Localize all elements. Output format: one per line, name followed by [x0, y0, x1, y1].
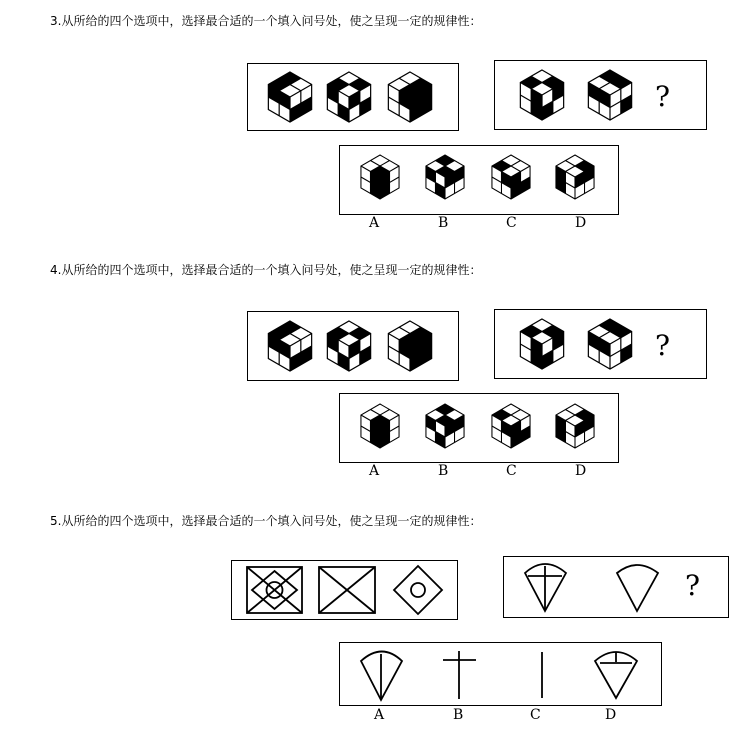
question-4-title: 4.从所给的四个选项中，选择最合适的一个填入问号处，使之呈现一定的规律性： [50, 263, 482, 277]
q4-option-d-label[interactable]: D [575, 463, 587, 479]
q5-question-mark: ? [685, 569, 701, 602]
q5-figure-5 [617, 565, 658, 611]
q5-option-b-label[interactable]: B [453, 707, 464, 723]
q5-figure-2 [319, 567, 375, 613]
q5-option-d-label[interactable]: D [605, 707, 617, 723]
q5-figure-3 [394, 566, 442, 614]
q3-question-mark: ? [655, 80, 671, 113]
question-5-title: 5.从所给的四个选项中，选择最合适的一个填入问号处，使之呈现一定的规律性： [50, 514, 482, 528]
q3-option-d-label[interactable]: D [575, 215, 587, 231]
q5-option-b-figure [443, 651, 476, 699]
q3-option-c-label[interactable]: C [506, 215, 517, 231]
q5-option-a-figure [361, 652, 402, 701]
q5-figure-1 [247, 567, 302, 613]
q4-option-c-label[interactable]: C [506, 463, 517, 479]
q4-question-mark: ? [655, 329, 671, 362]
q5-figure-4 [525, 564, 566, 611]
q3-option-a-label[interactable]: A [369, 215, 380, 231]
q5-option-a-label[interactable]: A [374, 707, 385, 723]
q5-option-d-figure [595, 652, 637, 698]
q3-option-b-label[interactable]: B [438, 215, 449, 231]
q4-option-a-label[interactable]: A [369, 463, 380, 479]
q4-option-b-label[interactable]: B [438, 463, 449, 479]
q5-option-c-label[interactable]: C [530, 707, 541, 723]
question-3-title: 3.从所给的四个选项中，选择最合适的一个填入问号处，使之呈现一定的规律性： [50, 14, 482, 28]
